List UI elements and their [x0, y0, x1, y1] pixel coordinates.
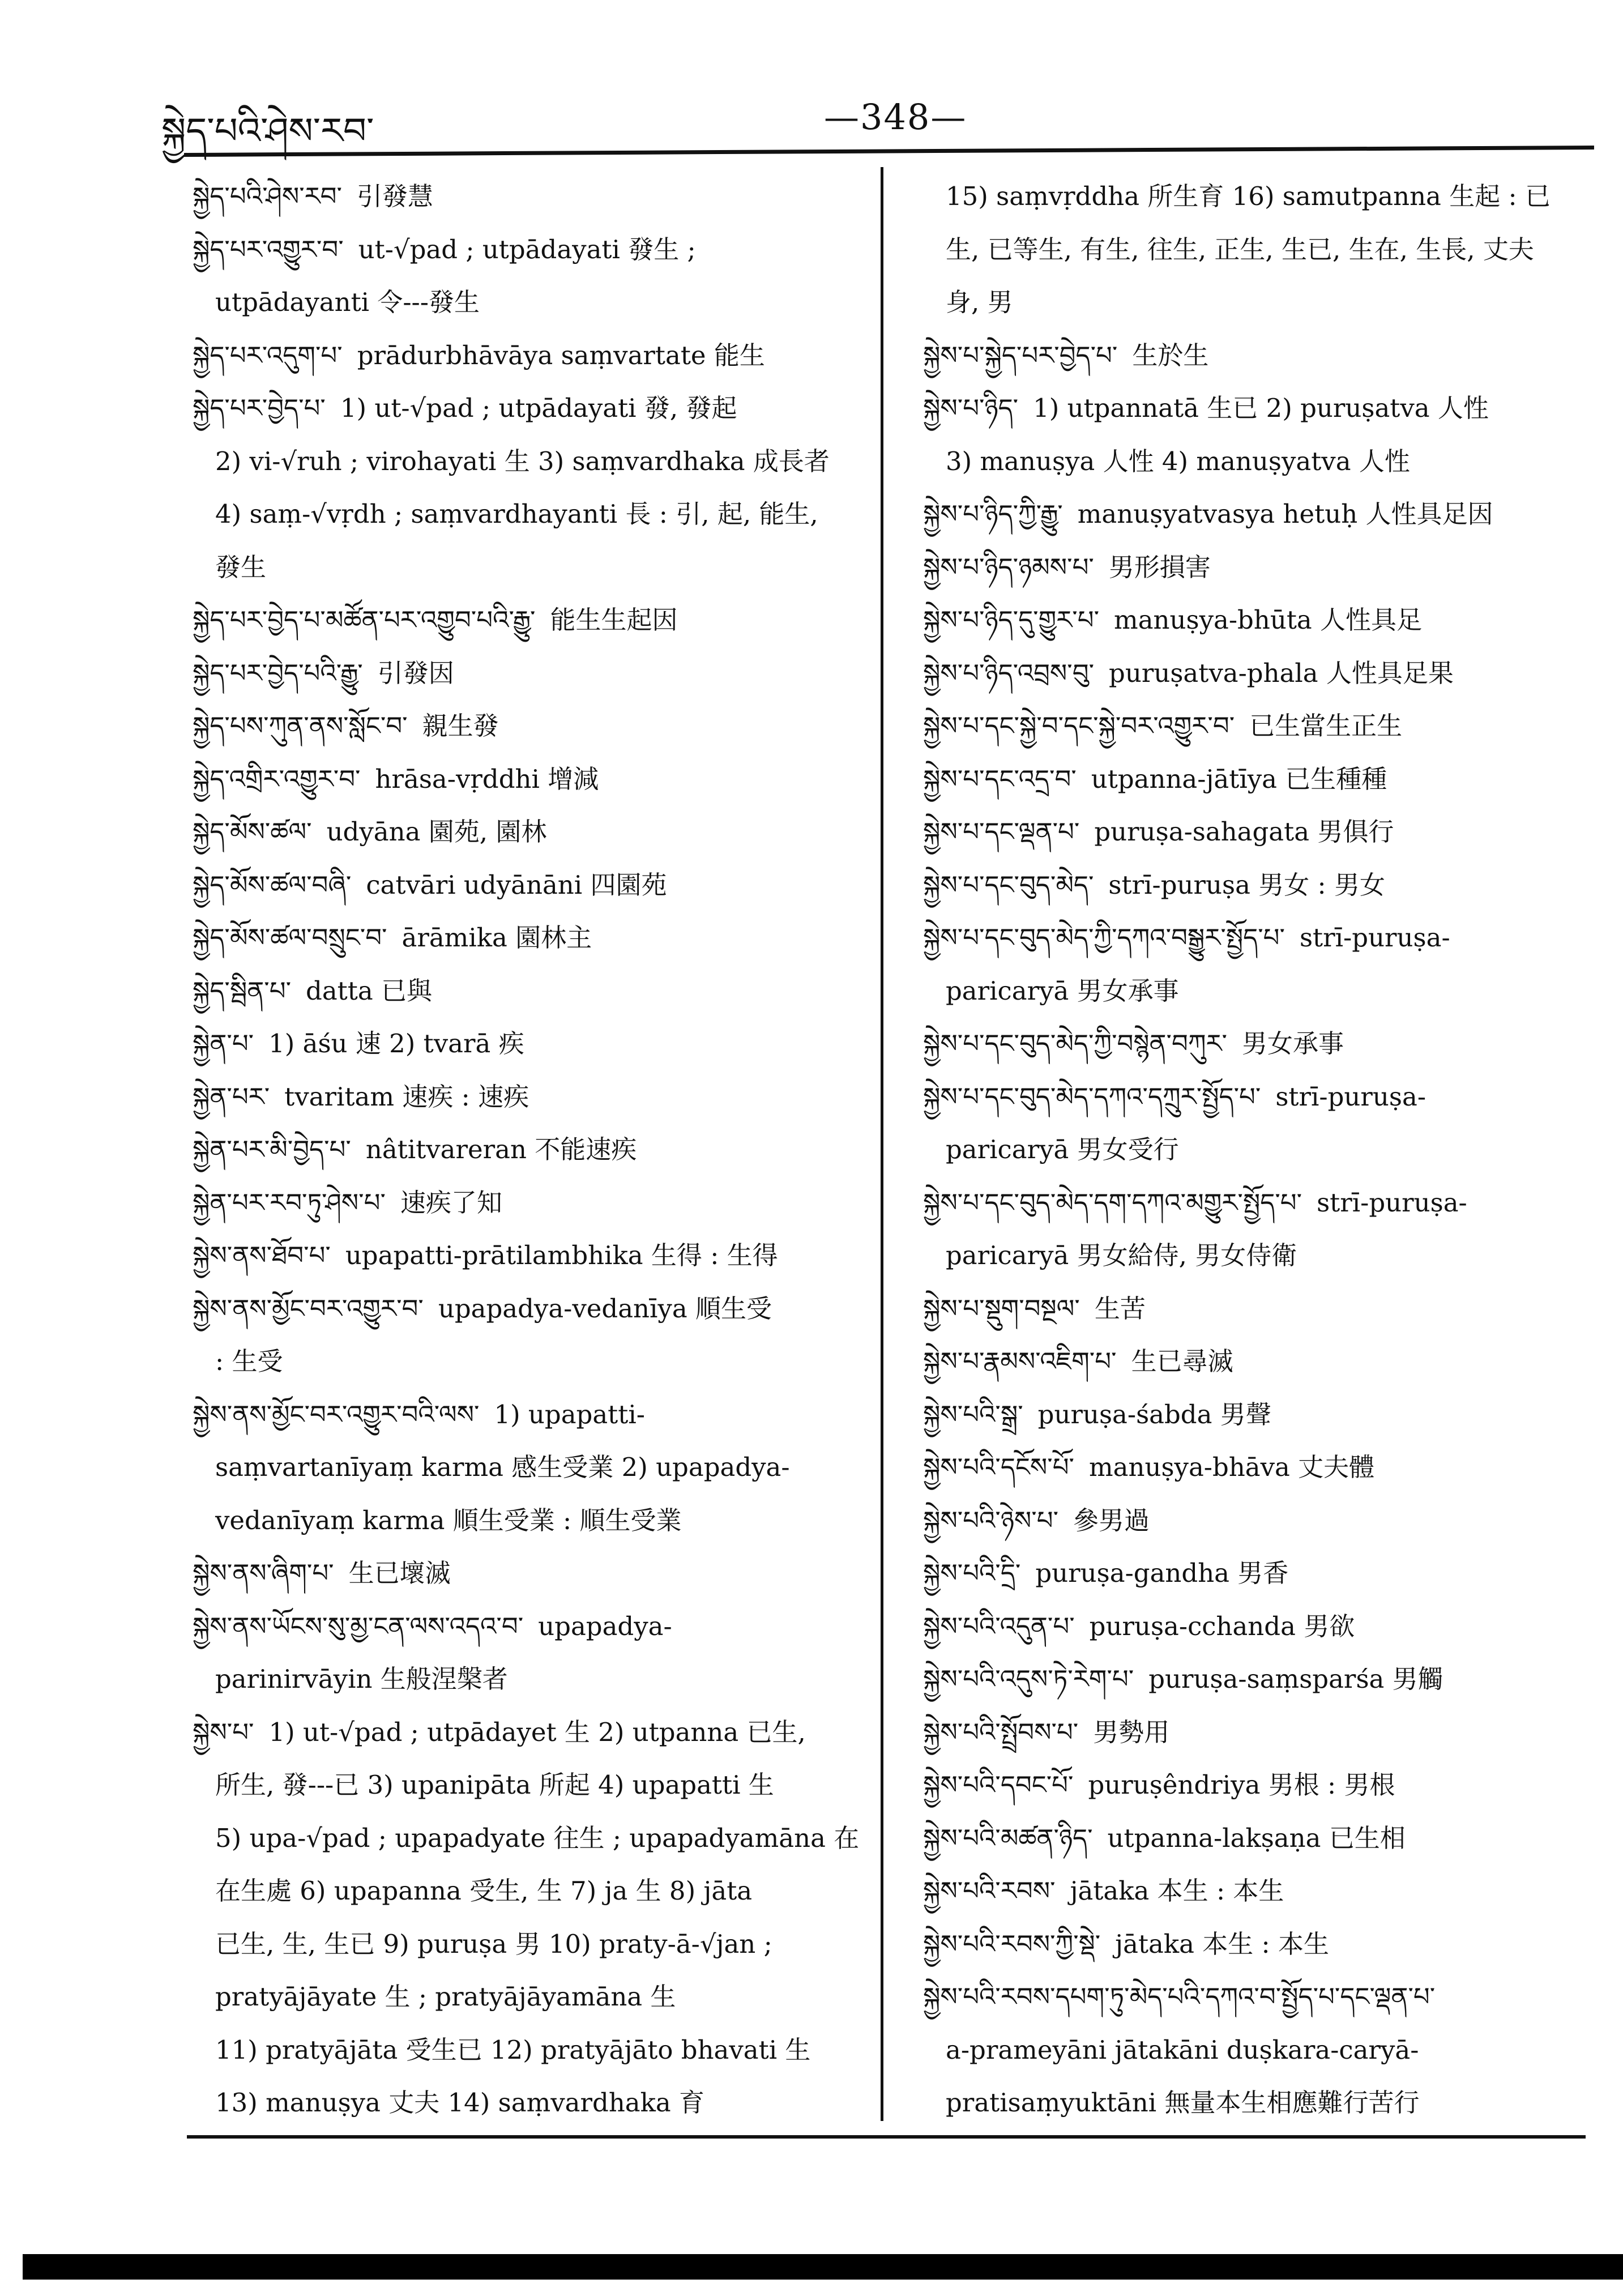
dictionary-line [923, 1017, 1591, 1070]
entry-definition: 4) saṃ-√vṛdh ; saṃvardhayanti 長 : 引, 起, 能生, [215, 499, 818, 529]
dictionary-line [923, 1653, 1591, 1706]
entry-definition: pratyājāyate 生 ; pratyājāyamāna 生 [215, 1982, 676, 2012]
dictionary-line [193, 2076, 872, 2129]
entry-definition: paricaryā 男女受行 [946, 1134, 1179, 1164]
tibetan-headword: སྐྱེན་པར་མི་བྱེད་པ་ [193, 1134, 351, 1164]
dictionary-line [193, 594, 872, 647]
tibetan-headword: སྐྱེས་ནས་ཐོབ་པ་ [193, 1240, 331, 1270]
entry-definition: puruṣa-sahagata 男俱行 [1094, 817, 1394, 847]
dictionary-line [923, 1547, 1591, 1600]
entry-definition: strī-puruṣa- [1317, 1187, 1467, 1218]
dictionary-line [923, 699, 1591, 753]
dictionary-line [193, 382, 872, 435]
tibetan-headword: སྐྱེས་ནས་མྱོང་བར་འགྱུར་བ་ [193, 1293, 424, 1324]
entry-definition: manuṣyatvasya hetuḥ 人性具足因 [1077, 499, 1493, 529]
dictionary-line [923, 1759, 1591, 1812]
tibetan-headword: སྐྱེས་པ་དང་ལྡན་པ་ [923, 817, 1080, 847]
entry-definition: 男勢用 [1093, 1717, 1170, 1747]
tibetan-headword: སྐྱེས་ནས་ཞིག་པ་ [193, 1558, 334, 1588]
dictionary-line [193, 1017, 872, 1070]
dictionary-line [193, 1335, 872, 1388]
dictionary-line [923, 1176, 1591, 1230]
dictionary-line [193, 1441, 872, 1494]
entry-definition: saṃvartanīyaṃ karma 感生受業 2) upapadya- [215, 1452, 790, 1482]
entry-definition: utpanna-lakṣaṇa 已生相 [1107, 1823, 1406, 1853]
dictionary-line [923, 541, 1591, 594]
entry-definition: datta 已與 [306, 975, 432, 1006]
dictionary-line [923, 2024, 1591, 2077]
entry-definition: 已生當生正生 [1249, 711, 1403, 741]
dictionary-line [923, 223, 1591, 276]
entry-definition: paricaryā 男女承事 [946, 975, 1179, 1006]
dictionary-line [193, 1070, 872, 1124]
dictionary-line [923, 859, 1591, 912]
entry-definition: vedanīyaṃ karma 順生受業 : 順生受業 [215, 1505, 682, 1535]
tibetan-headword: སྐྱེས་པ་དང་འདྲ་བ་ [923, 763, 1077, 794]
tibetan-headword: སྐྱེད་པར་བྱེད་པ་ [193, 393, 326, 423]
entry-definition: 參男過 [1073, 1505, 1150, 1535]
dictionary-line [923, 1388, 1591, 1441]
dictionary-line [923, 753, 1591, 806]
dictionary-line [193, 1282, 872, 1335]
tibetan-headword: སྐྱེད་པར་འགྱུར་བ་ [193, 234, 344, 264]
entry-definition: upapatti-prātilambhika 生得 : 生得 [345, 1240, 778, 1270]
entry-definition: jātaka 本生 : 本生 [1070, 1876, 1284, 1906]
dictionary-line [923, 329, 1591, 382]
entry-definition: 1) ut-√pad ; utpādayati 發, 發起 [340, 393, 737, 423]
entry-definition: catvāri udyānāni 四園苑 [366, 869, 667, 900]
tibetan-headword: སྐྱེད་མོས་ཚལ་ [193, 817, 312, 847]
tibetan-headword: སྐྱེས་པ་ཉིད་ཀྱི་རྒྱུ་ [923, 499, 1063, 529]
dictionary-line [193, 1706, 872, 1759]
entry-definition: puruṣa-cchanda 男欲 [1089, 1611, 1355, 1641]
dictionary-line [923, 1600, 1591, 1653]
tibetan-headword: སྐྱེས་པའི་ཉེས་པ་ [923, 1505, 1059, 1535]
dictionary-line [923, 594, 1591, 647]
tibetan-headword: སྐྱེས་པའི་རབས་ [923, 1876, 1056, 1906]
entry-definition: prādurbhāvāya saṃvartate 能生 [357, 340, 765, 370]
dictionary-line [923, 382, 1591, 435]
entry-definition: 引發慧 [356, 181, 433, 211]
entry-definition: 男女承事 [1242, 1028, 1344, 1059]
dictionary-line [193, 329, 872, 382]
tibetan-headword: སྐྱེས་པ་དང་བུད་མེད་ཀྱི་བསྙེན་བཀུར་ [923, 1028, 1227, 1059]
entry-definition: 生於生 [1132, 340, 1209, 370]
tibetan-headword: སྐྱེས་པ་དང་བུད་མེད་དཀའ་དཀྲུར་སྤྱོད་པ་ [923, 1081, 1261, 1112]
entry-definition: puruṣêndriya 男根 : 男根 [1088, 1770, 1395, 1800]
dictionary-line [923, 1123, 1591, 1176]
tibetan-headword: སྐྱེས་པ་ཉིད་ [923, 393, 1019, 423]
entry-definition: 引發因 [377, 658, 454, 688]
entry-definition: upapadya-vedanīya 順生受 [438, 1293, 772, 1324]
dictionary-line [193, 276, 872, 329]
scan-edge-bar [23, 2254, 1623, 2280]
entry-definition: utpādayanti 令---發生 [215, 287, 480, 317]
tibetan-headword: སྐྱེས་པ་དང་བུད་མེད་ཀྱི་དཀའ་བསྒྱུར་སྤྱོད་པ་ [923, 923, 1285, 953]
dictionary-line [193, 1812, 872, 1865]
tibetan-headword: སྐྱེད་པར་བྱེད་པའི་རྒྱུ་ [193, 658, 363, 688]
tibetan-headword: སྐྱེས་པ་སྐྱེད་པར་བྱེད་པ་ [923, 340, 1118, 370]
tibetan-headword: སྐྱེས་པ་དང་བུད་མེད་དག་དཀའ་མགྱུར་སྤྱོད་པ་ [923, 1187, 1302, 1218]
dictionary-line [193, 647, 872, 700]
entry-definition: 速疾了知 [400, 1187, 502, 1218]
tibetan-headword: སྐྱེས་པའི་དངོས་པོ་ [923, 1452, 1074, 1482]
dictionary-line [193, 859, 872, 912]
tibetan-headword: སྐྱེས་པ་ཉིད་ཉམས་པ་ [923, 552, 1094, 582]
left-column [193, 170, 872, 2129]
tibetan-headword: སྐྱེས་པ་ཉིད་འབྲས་བུ་ [923, 658, 1095, 688]
tibetan-headword: སྐྱེས་པའི་འདུན་པ་ [923, 1611, 1075, 1641]
tibetan-headword: སྐྱེས་པའི་སྒྲ་ [923, 1399, 1023, 1429]
dictionary-line [923, 2076, 1591, 2129]
tibetan-headword: སྐྱེས་པའི་རབས་ཀྱི་སྡེ་ [923, 1928, 1101, 1959]
tibetan-headword: སྐྱེན་པ་ [193, 1028, 254, 1059]
tibetan-headword: སྐྱེད་པར་བྱེད་པ་མཚོན་པར་འགྱུབ་པའི་རྒྱུ་ [193, 605, 536, 635]
tibetan-headword: སྐྱེས་པའི་དབང་པོ་ [923, 1770, 1074, 1800]
tibetan-headword: སྐྱེས་པ་དང་སྐྱེ་བ་དང་སྐྱེ་བར་འགྱུར་བ་ [923, 711, 1235, 741]
dictionary-line [193, 170, 872, 223]
tibetan-headword: སྐྱེས་པའི་རབས་དཔག་ཏུ་མེད་པའི་དཀའ་བ་སྤྱོད་པ་དང་ལྡན་པ་ [923, 1982, 1436, 2012]
dictionary-line [923, 276, 1591, 329]
entry-definition: puruṣa-saṃsparśa 男觸 [1148, 1664, 1443, 1694]
dictionary-line [193, 753, 872, 806]
tibetan-headword: སྐྱེས་པའི་འདུས་ཏེ་རེག་པ་ [923, 1664, 1134, 1694]
entry-definition: utpanna-jātīya 已生種種 [1091, 763, 1387, 794]
entry-definition: strī-puruṣa- [1275, 1081, 1426, 1112]
dictionary-line [193, 541, 872, 594]
entry-definition: 所生, 發---已 3) upanipāta 所起 4) upapatti 生 [215, 1770, 774, 1800]
entry-definition: 13) manuṣya 丈夫 14) saṃvardhaka 育 [215, 2088, 705, 2118]
tibetan-headword: སྐྱེན་པར་རབ་ཏུ་ཤེས་པ་ [193, 1187, 386, 1218]
tibetan-headword: སྐྱེས་ནས་མྱོང་བར་འགྱུར་བའི་ལས་ [193, 1399, 480, 1429]
entry-definition: 生, 已等生, 有生, 往生, 正生, 生已, 生在, 生長, 丈夫 [946, 234, 1534, 264]
tibetan-headword: སྐྱེད་མོས་ཚལ་བཞི་ [193, 869, 352, 900]
tibetan-headword: སྐྱེད་འགྲིར་འགྱུར་བ་ [193, 763, 361, 794]
tibetan-headword: སྐྱེས་པ་ཉིད་དུ་གྱུར་པ་ [923, 605, 1100, 635]
footer-rule [187, 2135, 1586, 2139]
right-column [923, 170, 1591, 2129]
page-number: —348— [824, 96, 967, 138]
tibetan-headword: སྐྱེས་པའི་དྲི་ [923, 1558, 1021, 1588]
entry-definition: 3) manuṣya 人性 4) manuṣyatva 人性 [946, 446, 1410, 476]
entry-definition: udyāna 園苑, 園林 [326, 817, 547, 847]
entry-definition: 1) āśu 速 2) tvarā 疾 [268, 1028, 524, 1059]
entry-definition: : 生受 [215, 1346, 283, 1376]
entry-definition: strī-puruṣa- [1299, 923, 1450, 953]
dictionary-line [923, 1706, 1591, 1759]
dictionary-line [193, 1229, 872, 1282]
dictionary-line [923, 1282, 1591, 1335]
column-divider [881, 167, 883, 2121]
entry-definition: paricaryā 男女給侍, 男女侍衛 [946, 1240, 1297, 1270]
dictionary-line [923, 435, 1591, 488]
dictionary-line [923, 1494, 1591, 1547]
dictionary-line [923, 1335, 1591, 1388]
dictionary-line [193, 805, 872, 859]
dictionary-line [193, 435, 872, 488]
tibetan-headword: སྐྱེས་པའི་མཚན་ཉིད་ [923, 1823, 1093, 1853]
dictionary-line [193, 1918, 872, 1971]
entry-definition: 親生發 [422, 711, 499, 741]
tibetan-headword: སྐྱེས་པའི་སྤྲོབས་པ་ [923, 1717, 1079, 1747]
tibetan-headword: སྐྱེད་མོས་ཚལ་བསྲུང་བ་ [193, 923, 387, 953]
dictionary-line [193, 1494, 872, 1547]
tibetan-headword: སྐྱེས་པ་སྡུག་བསྔལ་ [923, 1293, 1080, 1324]
dictionary-line [193, 965, 872, 1018]
dictionary-line [193, 1176, 872, 1230]
dictionary-line [193, 1864, 872, 1918]
tibetan-headword: སྐྱེད་པར་འདུག་པ་ [193, 340, 343, 370]
dictionary-line [193, 1388, 872, 1441]
entry-definition: manuṣya-bhāva 丈夫體 [1089, 1452, 1375, 1482]
entry-definition: 發生 [215, 552, 267, 582]
entry-definition: 1) upapatti- [494, 1399, 645, 1429]
dictionary-line [923, 1812, 1591, 1865]
entry-definition: 1) ut-√pad ; utpādayet 生 2) utpanna 已生, [268, 1717, 806, 1747]
dictionary-line [193, 1653, 872, 1706]
entry-definition: puruṣa-śabda 男聲 [1037, 1399, 1271, 1429]
entry-definition: ārāmika 園林主 [402, 923, 592, 953]
header-rule [184, 146, 1594, 157]
dictionary-line [193, 911, 872, 965]
entry-definition: 5) upa-√pad ; upapadyate 往生 ; upapadyamāna 在 [215, 1823, 860, 1853]
entry-definition: 在生處 6) upapanna 受生, 生 7) ja 生 8) jāta [215, 1876, 753, 1906]
dictionary-line [923, 170, 1591, 223]
dictionary-line [923, 488, 1591, 541]
running-header: སྐྱེད་པའི་ཤེས་རབ་ [161, 110, 374, 152]
entry-definition: puruṣa-gandha 男香 [1035, 1558, 1289, 1588]
entry-definition: strī-puruṣa 男女 : 男女 [1108, 869, 1385, 900]
dictionary-line [923, 1441, 1591, 1494]
tibetan-headword: སྐྱེད་སྦིན་པ་ [193, 975, 292, 1006]
tibetan-headword: སྐྱེས་པ་ [193, 1717, 254, 1747]
entry-definition: 生苦 [1094, 1293, 1146, 1324]
dictionary-line [193, 1123, 872, 1176]
entry-definition: nâtitvareran 不能速疾 [365, 1134, 637, 1164]
dictionary-line [923, 1918, 1591, 1971]
dictionary-line [923, 965, 1591, 1018]
tibetan-headword: སྐྱེད་པས་ཀུན་ནས་སློང་བ་ [193, 711, 408, 741]
entry-definition: 生已尋滅 [1131, 1346, 1233, 1376]
entry-definition: pratisaṃyuktāni 無量本生相應難行苦行 [946, 2088, 1420, 2118]
entry-definition: 已生, 生, 生已 9) puruṣa 男 10) praty-ā-√jan ; [215, 1928, 772, 1959]
entry-definition: upapadya- [538, 1611, 672, 1641]
tibetan-headword: སྐྱེས་པ་དང་བུད་མེད་ [923, 869, 1094, 900]
entry-definition: 15) saṃvṛddha 所生育 16) samutpanna 生起 : 已 [946, 181, 1551, 211]
dictionary-line [193, 1970, 872, 2024]
dictionary-line [193, 1759, 872, 1812]
entry-definition: 2) vi-√ruh ; virohayati 生 3) saṃvardhaka 成長者 [215, 446, 830, 476]
dictionary-line [193, 488, 872, 541]
entry-definition: hrāsa-vṛddhi 增減 [375, 763, 599, 794]
dictionary-line [193, 2024, 872, 2077]
entry-definition: 身, 男 [946, 287, 1013, 317]
dictionary-line [193, 699, 872, 753]
entry-definition: 11) pratyājāta 受生已 12) pratyājāto bhavati 生 [215, 2034, 811, 2065]
entry-definition: 1) utpannatā 生已 2) puruṣatva 人性 [1033, 393, 1489, 423]
dictionary-line [923, 805, 1591, 859]
dictionary-line [193, 1600, 872, 1653]
dictionary-line [923, 1970, 1591, 2024]
dictionary-line [923, 647, 1591, 700]
tibetan-headword: སྐྱེས་པ་རྣམས་འཇིག་པ་ [923, 1346, 1117, 1376]
entry-definition: parinirvāyin 生般涅槃者 [215, 1664, 508, 1694]
entry-definition: jātaka 本生 : 本生 [1115, 1928, 1330, 1959]
entry-definition: 能生生起因 [550, 605, 678, 635]
entry-definition: 男形損害 [1108, 552, 1211, 582]
entry-definition: manuṣya-bhūta 人性具足 [1114, 605, 1423, 635]
entry-definition: tvaritam 速疾 : 速疾 [284, 1081, 529, 1112]
entry-definition: ut-√pad ; utpādayati 發生 ; [358, 234, 696, 264]
tibetan-headword: སྐྱེན་པར་ [193, 1081, 270, 1112]
tibetan-headword: སྐྱེད་པའི་ཤེས་རབ་ [193, 181, 342, 211]
entry-definition: 生已壞滅 [348, 1558, 451, 1588]
dictionary-line [193, 1547, 872, 1600]
dictionary-line [923, 1070, 1591, 1124]
entry-definition: puruṣatva-phala 人性具足果 [1109, 658, 1454, 688]
tibetan-headword: སྐྱེས་ནས་ཡོངས་སུ་མྱ་ངན་ལས་འདའ་བ་ [193, 1611, 524, 1641]
dictionary-line [923, 1864, 1591, 1918]
dictionary-line [923, 911, 1591, 965]
entry-definition: a-prameyāni jātakāni duṣkara-caryā- [946, 2034, 1419, 2065]
dictionary-line [193, 223, 872, 276]
dictionary-line [923, 1229, 1591, 1282]
